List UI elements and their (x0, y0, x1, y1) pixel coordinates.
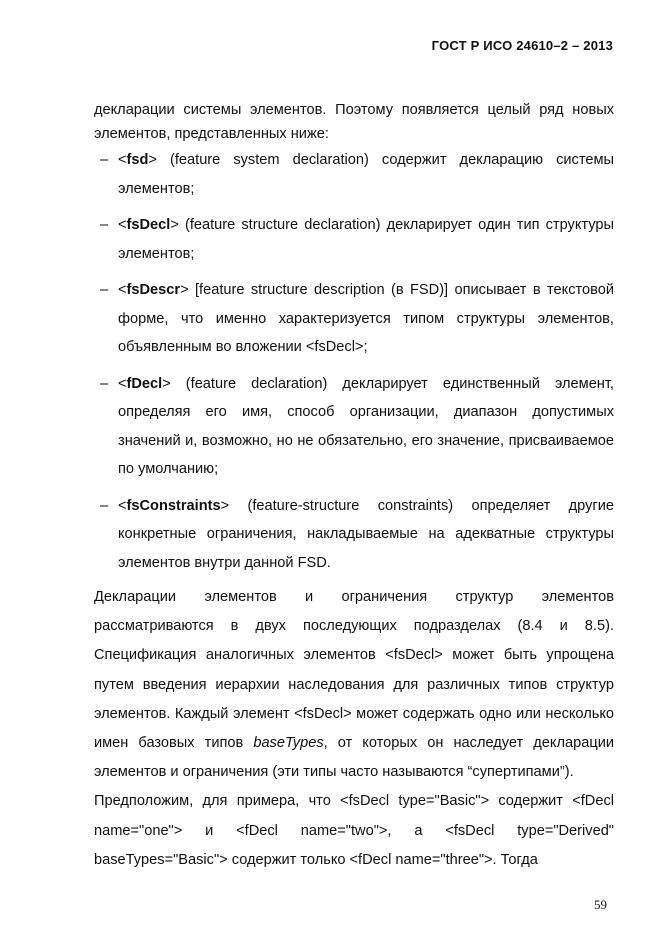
intro-paragraph: декларации системы элементов. Поэтому появляется целый ряд новых элементов, представленных ниже: (94, 102, 614, 142)
list-dash: – (100, 282, 109, 298)
tag-open: < (118, 375, 127, 392)
item-text: > (feature structure declaration) декларирует один тип структуры элементов; (118, 217, 614, 262)
list-item-fsd (94, 146, 614, 203)
tag-name: fsDescr (126, 282, 181, 298)
tag-name: fDecl (126, 375, 163, 392)
body-paragraph-declarations (94, 583, 614, 787)
list-dash: – (100, 217, 109, 233)
tag-name: fsConstraints (126, 497, 221, 514)
body-paragraph-example: Предположим, для примера, что <fsDecl type="Basic"> содержит <fDecl name="one"> и <fDecl name="two">, а <fsDecl type="Derived" baseTypes="Basic"> содержит только <fDecl name="three">. Тогда (94, 793, 614, 868)
page-number: 59 (594, 897, 607, 912)
tag-open: < (118, 282, 127, 298)
item-text: > (feature-structure constraints) определяет другие конкретные ограничения, накладываемые на адекватные структуры элементов внутри данной FSD. (118, 497, 614, 571)
item-text: > (feature declaration) декларирует единственный элемент, определяя его имя, способ организации, диапазон допустимых значений и, возможно, но не обязательно, его значение, присваиваемое по умолчанию; (118, 375, 614, 477)
element-list (94, 146, 614, 577)
paragraph-text: Декларации элементов и ограничения структур элементов рассматриваются в двух последующих подразделах (8.4 и 8.5). Спецификация аналогичных элементов <fsDecl> может быть упрощена путем введения иерархии наследования для различных типов структур элементов. Каждый элемент <fsDecl> может содержать одно или несколько имен базовых типов (94, 589, 614, 752)
page-content (94, 98, 614, 875)
list-dash: – (100, 375, 109, 392)
tag-open: < (118, 152, 127, 168)
tag-open: < (118, 497, 127, 514)
tag-open: < (118, 217, 127, 233)
list-item-fdecl (94, 370, 614, 484)
list-dash: – (100, 497, 109, 514)
list-dash: – (100, 152, 109, 168)
item-text: > (feature system declaration) содержит декларацию системы элементов; (118, 152, 614, 197)
paragraph-text: , от которых он наследует декларации элементов и ограничения (эти типы часто называются “супертипами”). (94, 735, 615, 781)
list-item-fsdescr (94, 276, 614, 362)
tag-name: fsd (126, 152, 149, 168)
item-text: > [feature structure description (в FSD)] описывает в текстовой форме, что именно характеризуется типом структуры элементов, объявленным во вложении <fsDecl>; (118, 282, 614, 355)
list-item-fsdecl (94, 211, 614, 268)
italic-term: baseTypes (253, 735, 324, 752)
document-header: ГОСТ Р ИСО 24610–2 – 2013 (431, 38, 613, 53)
tag-name: fsDecl (126, 217, 171, 233)
list-item-fsconstraints (94, 492, 614, 578)
